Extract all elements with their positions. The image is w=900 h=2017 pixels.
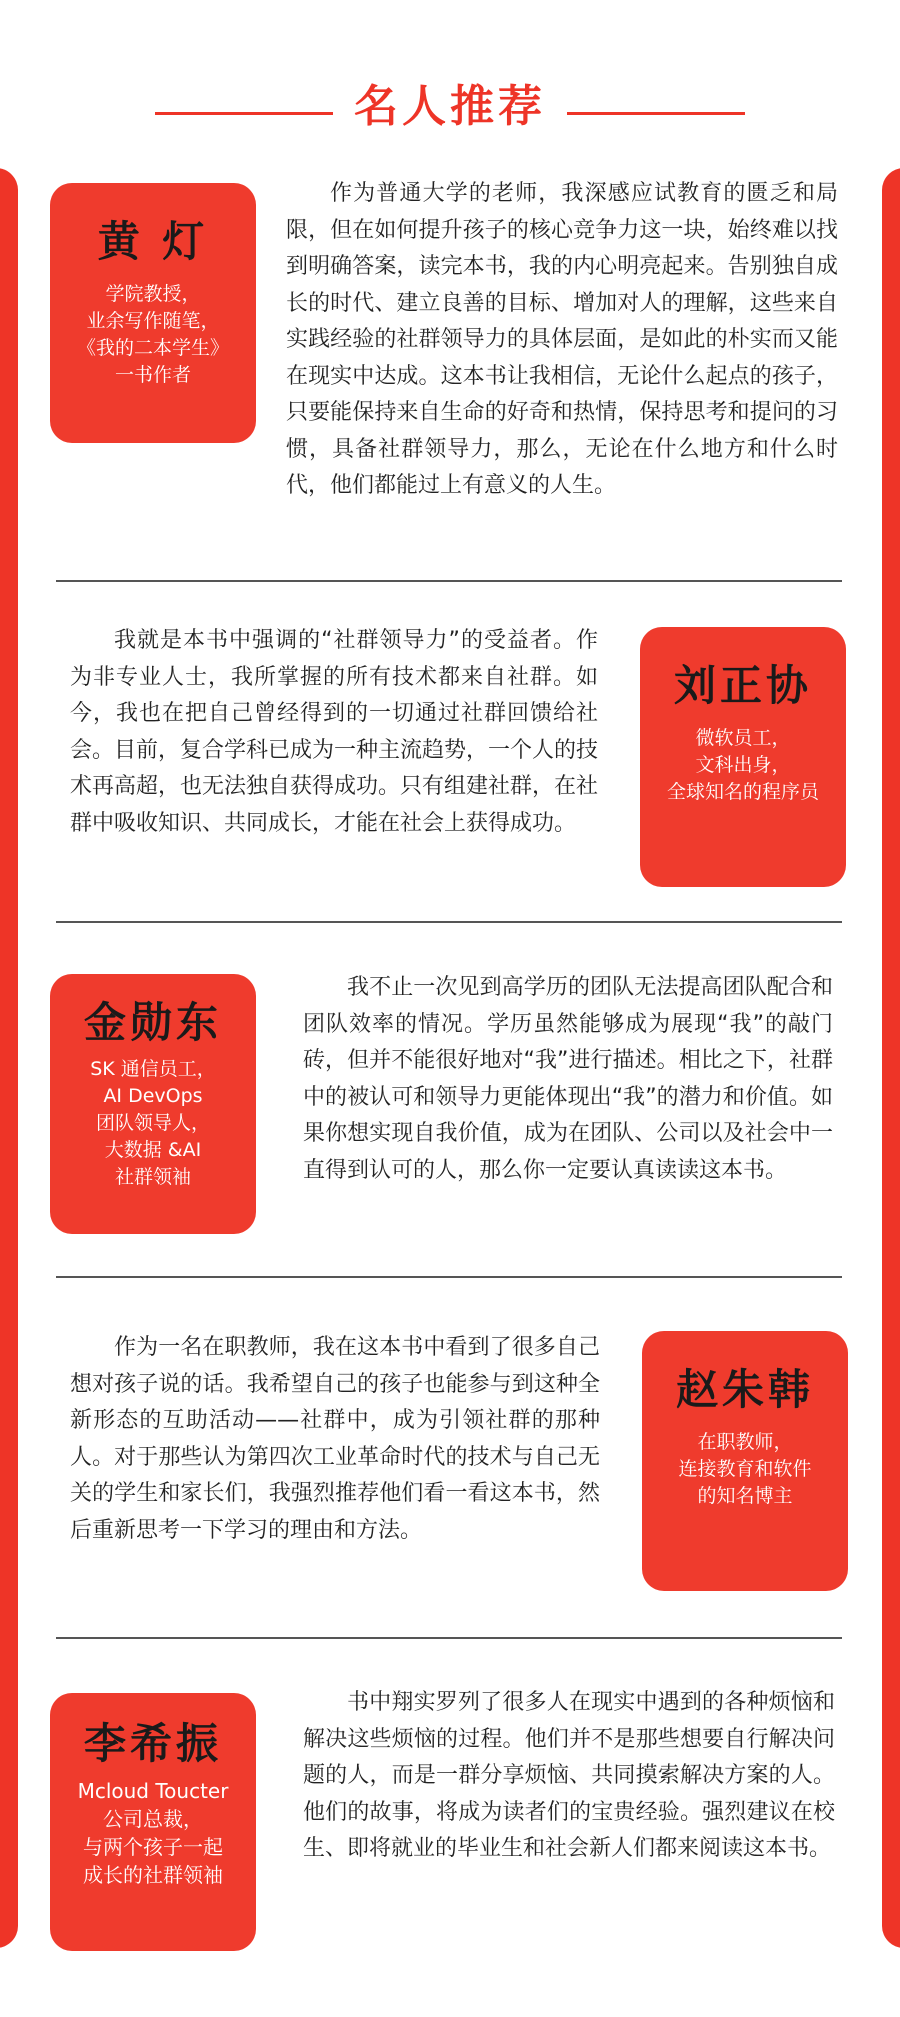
section-divider: [56, 921, 842, 923]
section-divider: [56, 1276, 842, 1278]
recommendation-text-4: 作为一名在职教师，我在这本书中看到了很多自己想对孩子说的话。我希望自己的孩子也能参与到这种全新形态的互助活动——社群中，成为引领社群的那种人。对于那些认为第四次工业革命时代的技术与自己无关的学生和家长们，我强烈推荐他们看一看这本书，然后重新思考一下学习的理由和方法。: [70, 1335, 600, 1543]
recommender-role: 微软员工， 文科出身， 全球知名的程序员: [666, 727, 819, 803]
page-title: 名人推荐: [354, 81, 546, 132]
right-edge-decoration: [882, 168, 900, 1948]
left-edge-decoration: [0, 168, 18, 1948]
recommendation-text-1: 作为普通大学的老师，我深感应试教育的匮乏和局限，但在如何提升孩子的核心竞争力这一块，始终难以找到明确答案，读完本书，我的内心明亮起来。告别独自成长的时代、建立良善的目标、增加对人的理解，这些来自实践经验的社群领导力的具体层面，是如此的朴实而又能在现实中达成。这本书让我相信，无论什么起点的孩子，只要能保持来自生命的好奇和热情，保持思考和提问的习惯，具备社群领导力，那么，无论在什么地方和什么时代，他们都能过上有意义的人生。: [286, 181, 838, 498]
section-divider: [56, 580, 842, 582]
recommender-role: Mcloud Toucter 公司总裁， 与两个孩子一起 成长的社群领袖: [77, 1779, 229, 1887]
recommender-name: 黄 灯: [97, 217, 209, 266]
recommender-name: 刘正协: [673, 661, 812, 710]
page-header: [0, 62, 900, 132]
recommender-card-2: [640, 627, 846, 887]
recommender-card-5: [50, 1693, 256, 1951]
recommender-card-1: [50, 183, 256, 443]
recommendation-text-5: 书中翔实罗列了很多人在现实中遇到的各种烦恼和解决这些烦恼的过程。他们并不是那些想要自行解决问题的人，而是一群分享烦恼、共同摸索解决方案的人。他们的故事，将成为读者们的宝贵经验。强烈建议在校生、即将就业的毕业生和社会新人们都来阅读这本书。: [303, 1690, 835, 1861]
recommender-role: SK 通信员工， AI DevOps 团队领导人， 大数据 &AI 社群领袖: [90, 1058, 216, 1188]
recommender-role: 在职教师， 连接教育和软件 的知名博主: [678, 1431, 812, 1507]
header-line-left: [155, 112, 333, 115]
recommender-name: 赵朱韩: [675, 1365, 814, 1414]
recommender-name: 金勋东: [83, 998, 222, 1047]
recommender-role: 学院教授， 业余写作随笔， 《我的二本学生》 一书作者: [76, 283, 229, 386]
header-line-right: [567, 112, 745, 115]
recommender-card-3: [50, 974, 256, 1234]
recommender-name: 李希振: [83, 1719, 222, 1768]
recommender-card-4: [642, 1331, 848, 1591]
section-divider: [56, 1637, 842, 1639]
recommendation-text-2: 我就是本书中强调的“社群领导力”的受益者。作为非专业人士，我所掌握的所有技术都来自社群。如今，我也在把自己曾经得到的一切通过社群回馈给社会。目前，复合学科已成为一种主流趋势，一个人的技术再高超，也无法独自获得成功。只有组建社群，在社群中吸收知识、共同成长，才能在社会上获得成功。: [70, 628, 599, 836]
recommendation-text-3: 我不止一次见到高学历的团队无法提高团队配合和团队效率的情况。学历虽然能够成为展现“我”的敲门砖，但并不能很好地对“我”进行描述。相比之下，社群中的被认可和领导力更能体现出“我”的潜力和价值。如果你想实现自我价值，成为在团队、公司以及社会中一直得到认可的人，那么你一定要认真读读这本书。: [303, 975, 833, 1183]
